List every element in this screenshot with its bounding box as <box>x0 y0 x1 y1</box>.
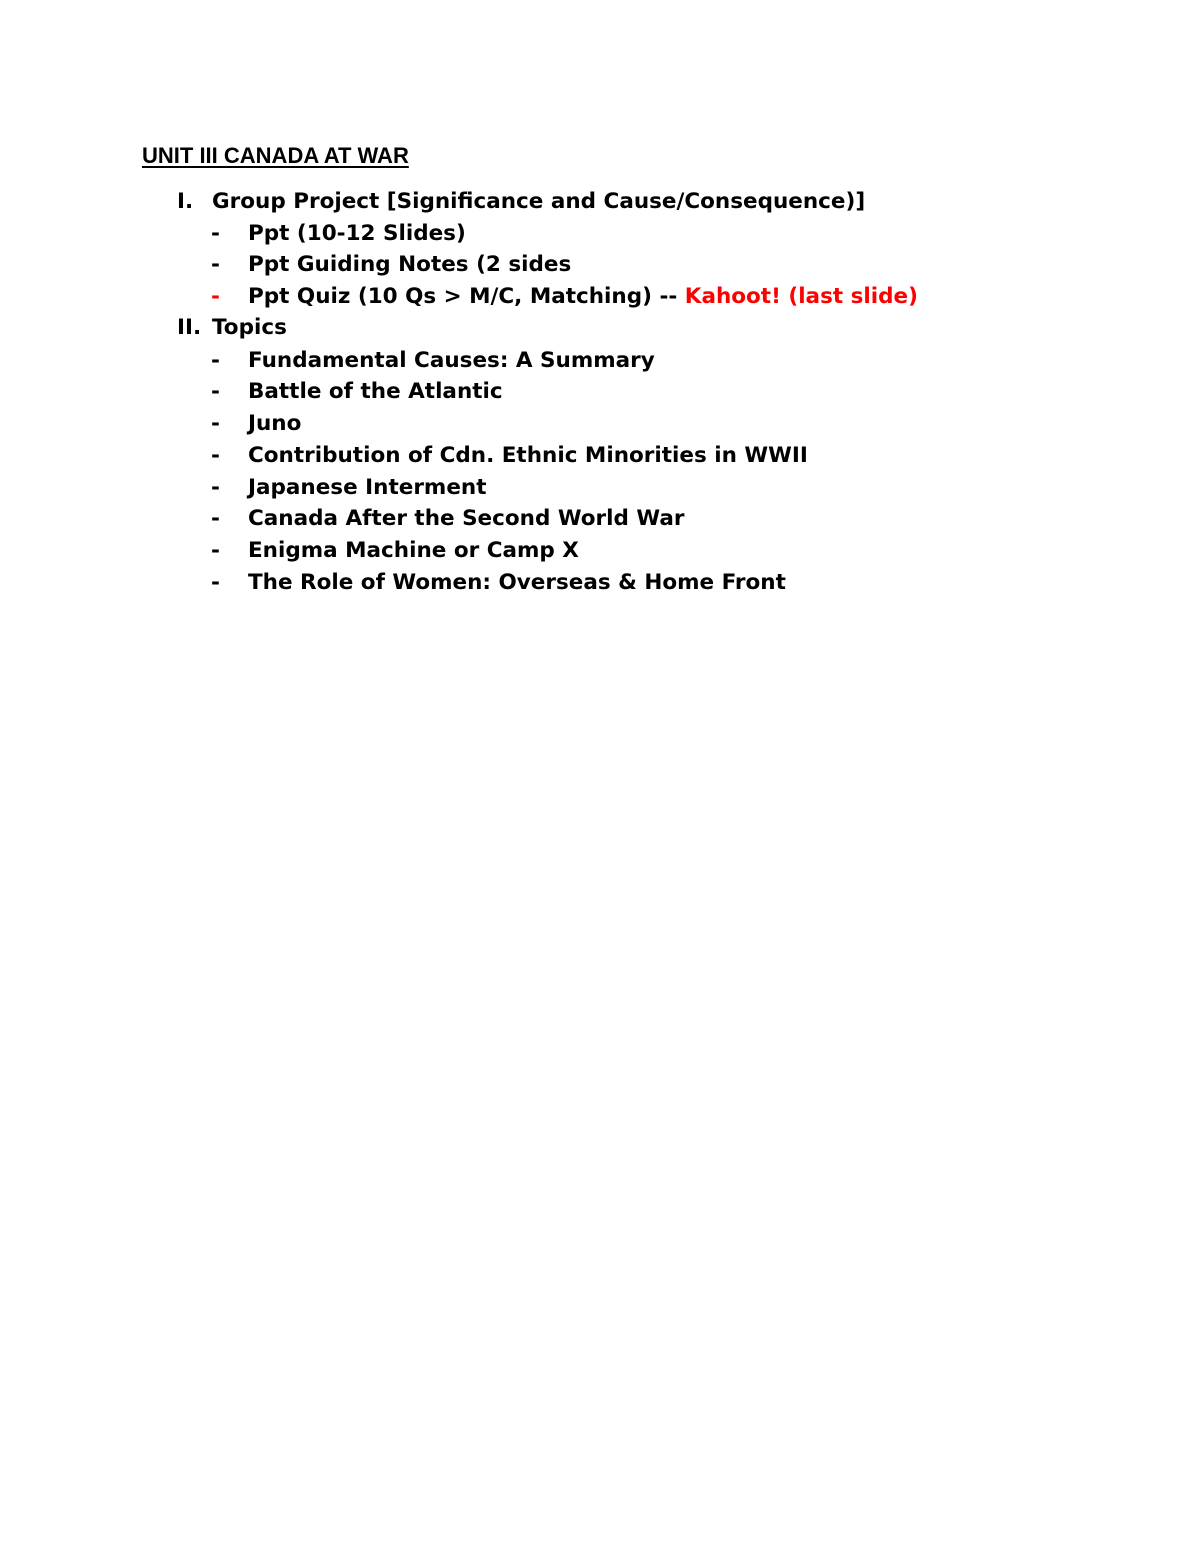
section-1-item-2: Ppt Guiding Notes (2 sides <box>248 252 572 277</box>
topic-7-dash: - <box>211 538 220 563</box>
topic-5-dash: - <box>211 475 220 500</box>
topic-6-dash: - <box>211 506 220 531</box>
topic-8-dash: - <box>211 570 220 595</box>
topic-2: Battle of the Atlantic <box>248 379 503 404</box>
topic-7: Enigma Machine or Camp X <box>248 538 579 563</box>
topic-3: Juno <box>248 411 302 436</box>
section-1-item-3-text: Ppt Quiz (10 Qs > M/C, Matching) -- <box>248 284 685 309</box>
kahoot-highlight: Kahoot! (last slide) <box>684 284 918 309</box>
section-1-item-2-dash: - <box>211 252 220 277</box>
page-title: UNIT III CANADA AT WAR <box>142 143 409 168</box>
section-1-marker: I. <box>177 189 194 214</box>
topic-5: Japanese Interment <box>248 475 487 500</box>
section-1-item-3-dash: - <box>211 284 220 309</box>
section-2-marker: II. <box>177 315 202 340</box>
section-2-heading: Topics <box>212 315 287 340</box>
section-1-item-1: Ppt (10-12 Slides) <box>248 221 466 246</box>
section-1-item-1-dash: - <box>211 221 220 246</box>
topic-1: Fundamental Causes: A Summary <box>248 348 655 373</box>
topic-6: Canada After the Second World War <box>248 506 685 531</box>
section-1-heading: Group Project [Significance and Cause/Consequence)] <box>212 189 866 214</box>
topic-4: Contribution of Cdn. Ethnic Minorities in WWII <box>248 443 808 468</box>
topic-4-dash: - <box>211 443 220 468</box>
section-1-item-3 <box>248 283 918 311</box>
topic-3-dash: - <box>211 411 220 436</box>
topic-8: The Role of Women: Overseas & Home Front <box>248 570 786 595</box>
topic-2-dash: - <box>211 379 220 404</box>
topic-1-dash: - <box>211 348 220 373</box>
